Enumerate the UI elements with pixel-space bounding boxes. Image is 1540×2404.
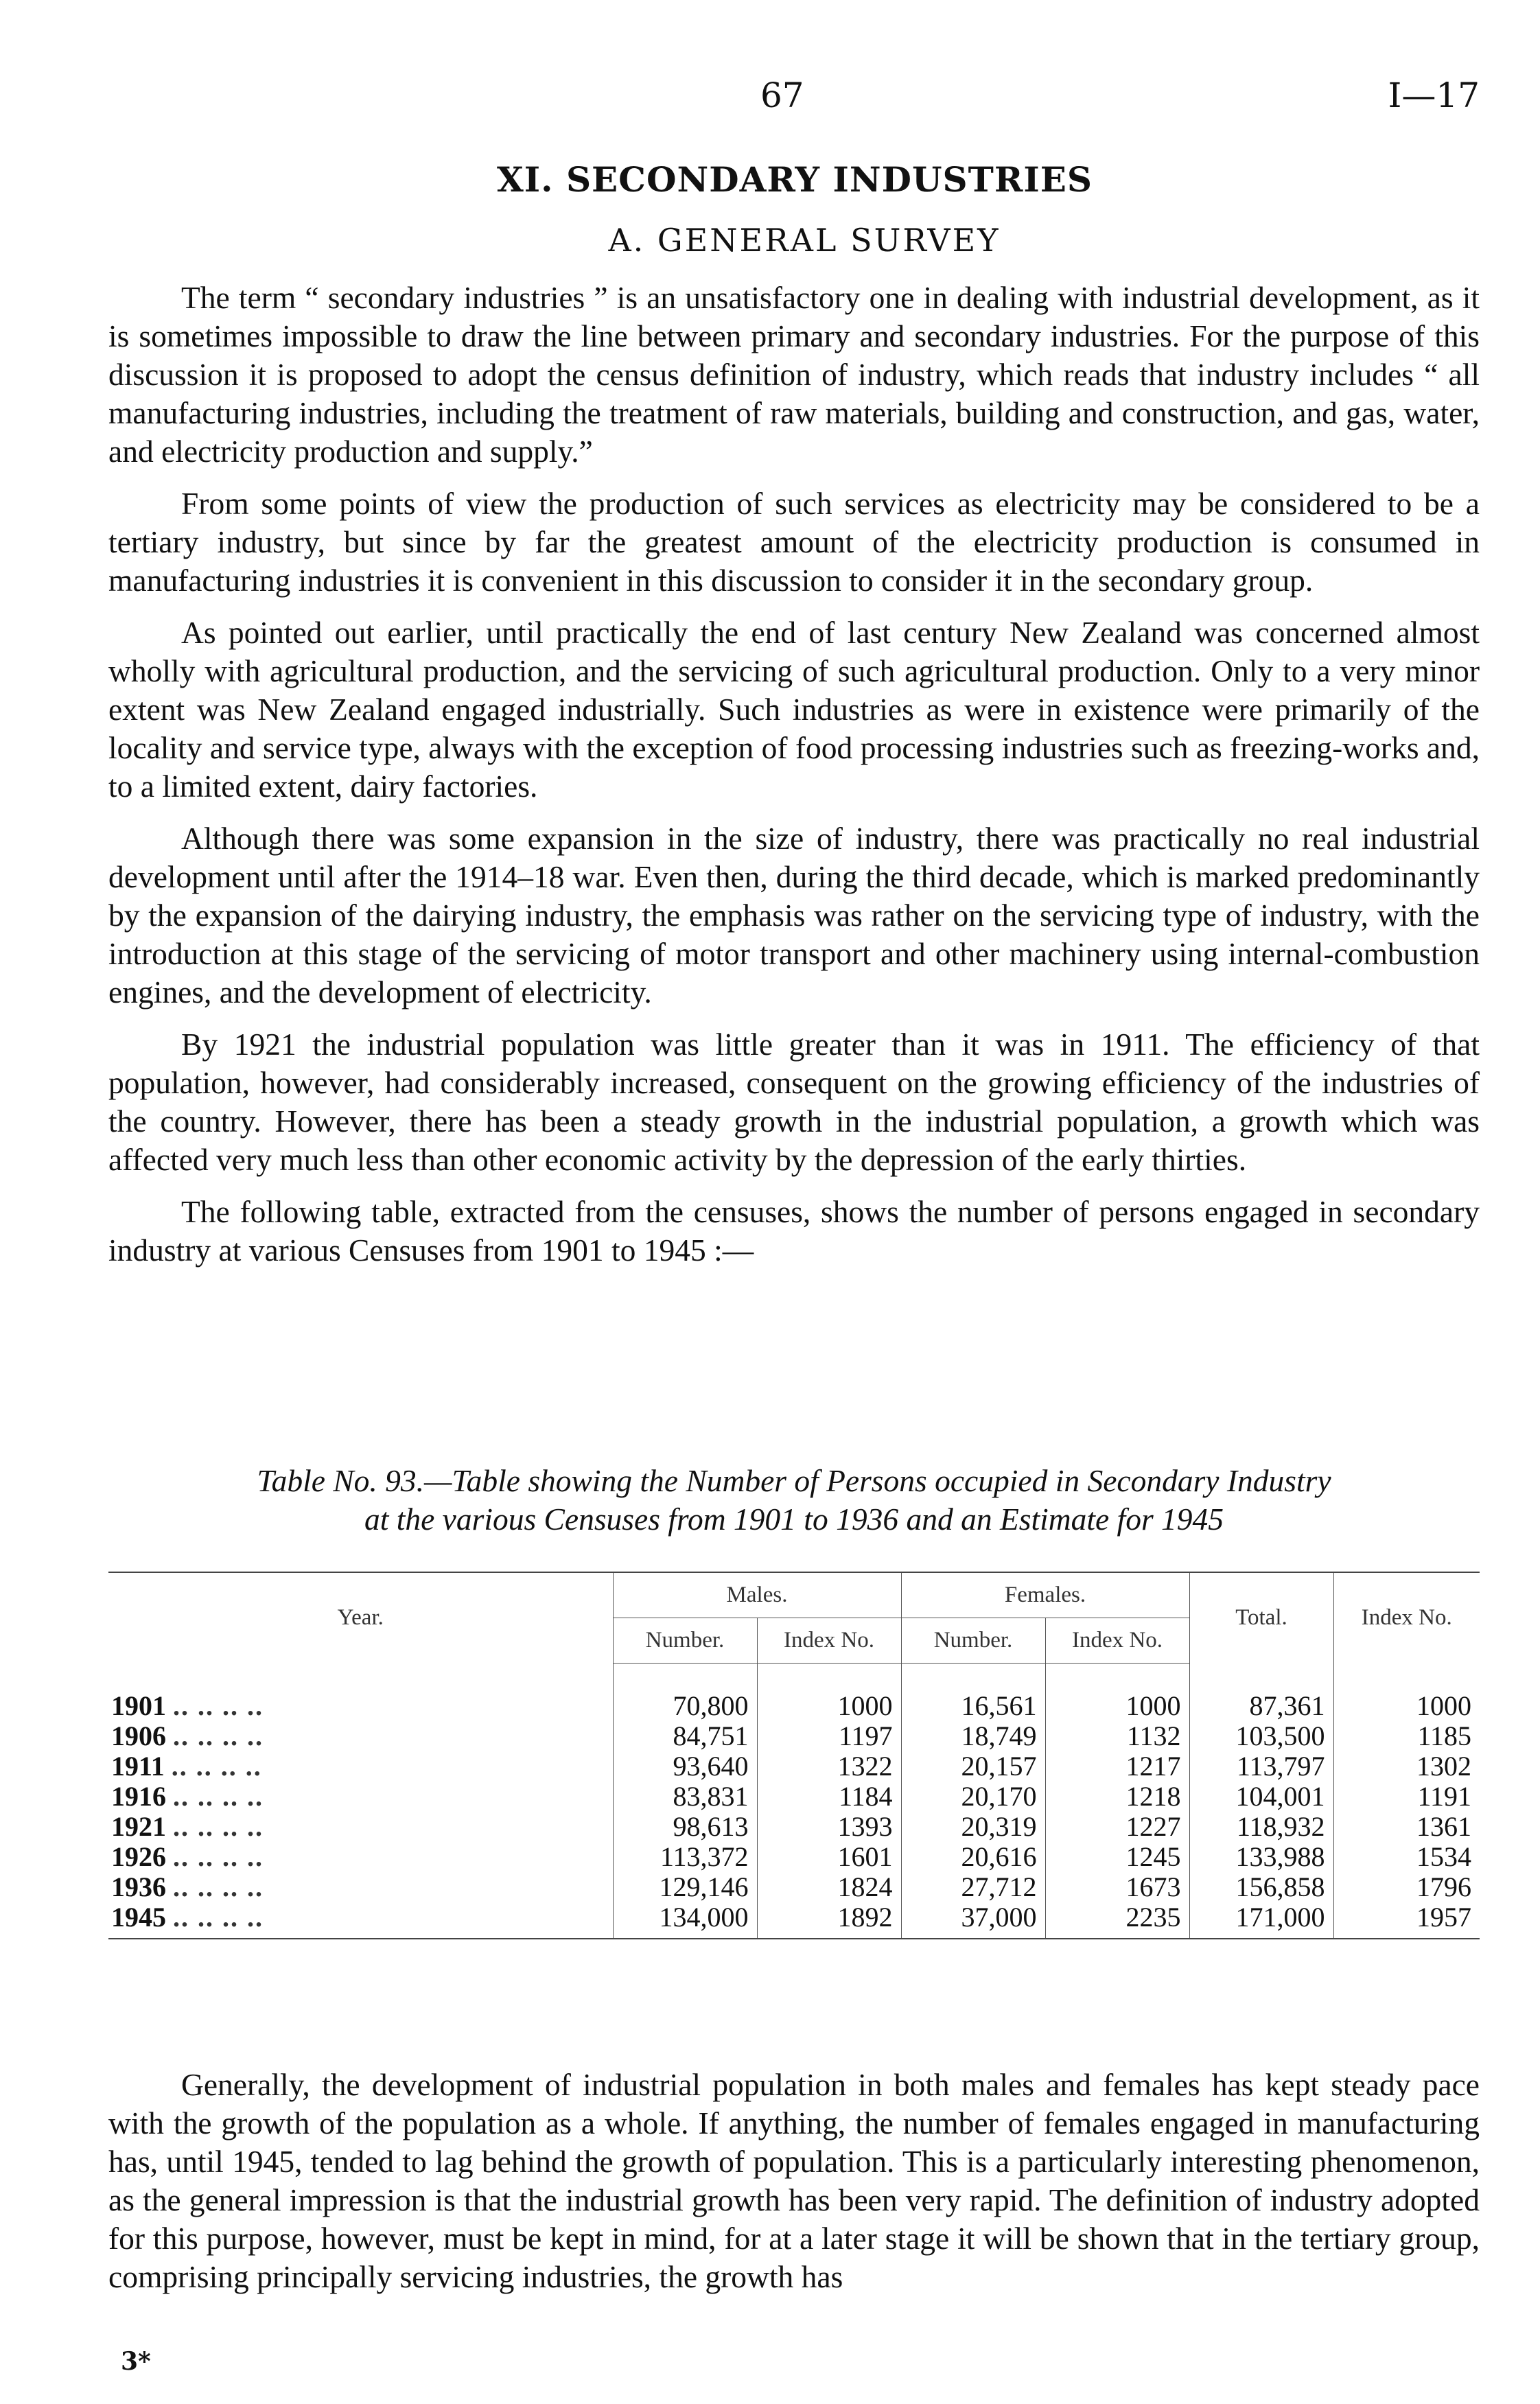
table-caption-line: at the various Censuses from 1901 to 1936 and an Estimate for 1945 — [364, 1502, 1224, 1537]
males-index-cell: 1000 — [757, 1664, 901, 1722]
total-cell: 104,001 — [1189, 1782, 1333, 1812]
leader-dots: .. .. .. .. — [173, 1690, 264, 1721]
footnote-mark: 3* — [121, 2347, 151, 2376]
table-row — [108, 1812, 1480, 1842]
females-number-cell: 27,712 — [901, 1872, 1045, 1902]
year-value: 1916 — [111, 1781, 166, 1812]
year-value: 1945 — [111, 1902, 166, 1933]
table-row — [108, 1902, 1480, 1939]
total-cell: 118,932 — [1189, 1812, 1333, 1842]
index-cell: 1957 — [1333, 1902, 1480, 1939]
leader-dots: .. .. .. .. — [173, 1781, 264, 1812]
paragraph: The term “ secondary industries ” is an unsatisfactory one in dealing with industrial development, as it is sometimes impossible to draw the line between primary and secondary industries. For the purpose of this discussion it is proposed to adopt the census definition of industry, which reads that industry includes “ all manufacturing industries, including the treatment of raw materials, building and construction, and gas, water, and electricity production and supply.” — [108, 280, 1480, 469]
header-males-index: Index No. — [757, 1618, 901, 1664]
industry-table — [108, 1572, 1480, 1939]
females-number-cell: 20,319 — [901, 1812, 1045, 1842]
males-number-cell: 70,800 — [613, 1664, 757, 1722]
year-cell — [108, 1721, 613, 1751]
table-row — [108, 1782, 1480, 1812]
males-index-cell: 1197 — [757, 1721, 901, 1751]
females-index-cell: 1217 — [1045, 1751, 1189, 1782]
table-row — [108, 1842, 1480, 1872]
paragraph: The following table, extracted from the censuses, shows the number of persons engaged in secondary industry at various Censuses from 1901 to 1945 :— — [108, 1194, 1480, 1268]
table-row — [108, 1751, 1480, 1782]
year-value: 1936 — [111, 1871, 166, 1902]
females-index-cell: 1132 — [1045, 1721, 1189, 1751]
persons-table — [108, 1572, 1480, 1939]
males-number-cell: 98,613 — [613, 1812, 757, 1842]
index-cell: 1185 — [1333, 1721, 1480, 1751]
males-number-cell: 84,751 — [613, 1721, 757, 1751]
females-number-cell: 20,157 — [901, 1751, 1045, 1782]
females-index-cell: 1673 — [1045, 1872, 1189, 1902]
leader-dots: .. .. .. .. — [173, 1811, 264, 1842]
females-number-cell: 16,561 — [901, 1664, 1045, 1722]
leader-dots: .. .. .. .. — [173, 1871, 264, 1902]
males-index-cell: 1892 — [757, 1902, 901, 1939]
index-cell: 1361 — [1333, 1812, 1480, 1842]
total-cell: 171,000 — [1189, 1902, 1333, 1939]
year-cell — [108, 1902, 613, 1939]
subsection-title: A. GENERAL SURVEY — [608, 222, 1001, 259]
table-caption-line: Table No. 93.—Table showing the Number of Persons occupied in Secondary Industry — [257, 1463, 1331, 1498]
header-males-number: Number. — [613, 1618, 757, 1664]
males-number-cell: 83,831 — [613, 1782, 757, 1812]
females-index-cell: 1218 — [1045, 1782, 1189, 1812]
header-total: Total. — [1189, 1572, 1333, 1664]
leader-dots: .. .. .. .. — [173, 1902, 264, 1933]
females-index-cell: 2235 — [1045, 1902, 1189, 1939]
header-males: Males. — [613, 1572, 901, 1618]
leader-dots: .. .. .. .. — [173, 1841, 264, 1872]
index-cell: 1796 — [1333, 1872, 1480, 1902]
males-index-cell: 1824 — [757, 1872, 901, 1902]
males-number-cell: 134,000 — [613, 1902, 757, 1939]
year-value: 1901 — [111, 1690, 166, 1721]
females-index-cell: 1000 — [1045, 1664, 1189, 1722]
intro-text — [108, 279, 1480, 1283]
index-cell: 1000 — [1333, 1664, 1480, 1722]
table-caption — [108, 1462, 1480, 1539]
males-number-cell: 93,640 — [613, 1751, 757, 1782]
year-cell — [108, 1842, 613, 1872]
females-number-cell: 20,170 — [901, 1782, 1045, 1812]
total-cell: 87,361 — [1189, 1664, 1333, 1722]
paragraph: Although there was some expansion in the size of industry, there was practically no real industrial development until after the 1914–18 war. Even then, during the third decade, which is marked predominantly by the expansion of the dairying industry, the emphasis was rather on the servicing type of industry, with the introduction at this stage of the servicing of motor transport and other machinery using internal-combustion engines, and the development of electricity. — [108, 821, 1480, 1010]
year-value: 1926 — [111, 1841, 166, 1872]
males-index-cell: 1601 — [757, 1842, 901, 1872]
year-value: 1911 — [111, 1751, 165, 1782]
females-number-cell: 37,000 — [901, 1902, 1045, 1939]
document-reference: I—17 — [1388, 75, 1480, 115]
index-cell: 1534 — [1333, 1842, 1480, 1872]
males-index-cell: 1184 — [757, 1782, 901, 1812]
year-cell — [108, 1872, 613, 1902]
paragraph: From some points of view the production of such services as electricity may be considered to be a tertiary industry, but since by far the greatest amount of the electricity production is consumed in manufacturing industries it is convenient in this discussion to consider it in the secondary group. — [108, 486, 1480, 598]
males-index-cell: 1393 — [757, 1812, 901, 1842]
table-row — [108, 1721, 1480, 1751]
section-title: XI. SECONDARY INDUSTRIES — [496, 159, 1093, 200]
paragraph: Generally, the development of industrial population in both males and females has kept steady pace with the growth of the population as a whole. If anything, the number of females engaged in manufacturing has, until 1945, tended to lag behind the growth of population. This is a particularly interesting phenomenon, as the general impression is that the industrial growth has been very rapid. The definition of industry adopted for this purpose, however, must be kept in mind, for at a later stage it will be shown that in the tertiary group, comprising principally servicing industries, the growth has — [108, 2067, 1480, 2294]
index-cell: 1302 — [1333, 1751, 1480, 1782]
table-row — [108, 1872, 1480, 1902]
header-index: Index No. — [1333, 1572, 1480, 1664]
leader-dots: .. .. .. .. — [173, 1720, 264, 1751]
total-cell: 113,797 — [1189, 1751, 1333, 1782]
header-females-index: Index No. — [1045, 1618, 1189, 1664]
header-year: Year. — [108, 1572, 613, 1664]
females-number-cell: 18,749 — [901, 1721, 1045, 1751]
paragraph: As pointed out earlier, until practically the end of last century New Zealand was concerned almost wholly with agricultural production, and the servicing of such agricultural production. Only to a very minor extent was New Zealand engaged industrially. Such industries as were in existence were primarily of the locality and service type, always with the exception of food processing industries such as freezing-works and, to a limited extent, dairy factories. — [108, 615, 1480, 804]
paragraph: By 1921 the industrial population was little greater than it was in 1911. The efficiency of that population, however, had considerably increased, consequent on the growing efficiency of the industries of the country. However, there has been a steady growth in the industrial population, a growth which was affected very much less than other economic activity by the depression of the early thirties. — [108, 1027, 1480, 1177]
header-females-number: Number. — [901, 1618, 1045, 1664]
females-index-cell: 1227 — [1045, 1812, 1189, 1842]
females-index-cell: 1245 — [1045, 1842, 1189, 1872]
year-cell — [108, 1664, 613, 1722]
closing-text — [108, 2066, 1480, 2296]
table-row — [108, 1664, 1480, 1722]
total-cell: 156,858 — [1189, 1872, 1333, 1902]
females-number-cell: 20,616 — [901, 1842, 1045, 1872]
header-females: Females. — [901, 1572, 1189, 1618]
year-value: 1906 — [111, 1720, 166, 1751]
males-number-cell: 129,146 — [613, 1872, 757, 1902]
year-cell — [108, 1782, 613, 1812]
page-number: 67 — [760, 75, 804, 115]
year-cell — [108, 1751, 613, 1782]
total-cell: 103,500 — [1189, 1721, 1333, 1751]
total-cell: 133,988 — [1189, 1842, 1333, 1872]
leader-dots: .. .. .. .. — [171, 1751, 262, 1782]
males-index-cell: 1322 — [757, 1751, 901, 1782]
year-value: 1921 — [111, 1811, 166, 1842]
males-number-cell: 113,372 — [613, 1842, 757, 1872]
index-cell: 1191 — [1333, 1782, 1480, 1812]
year-cell — [108, 1812, 613, 1842]
